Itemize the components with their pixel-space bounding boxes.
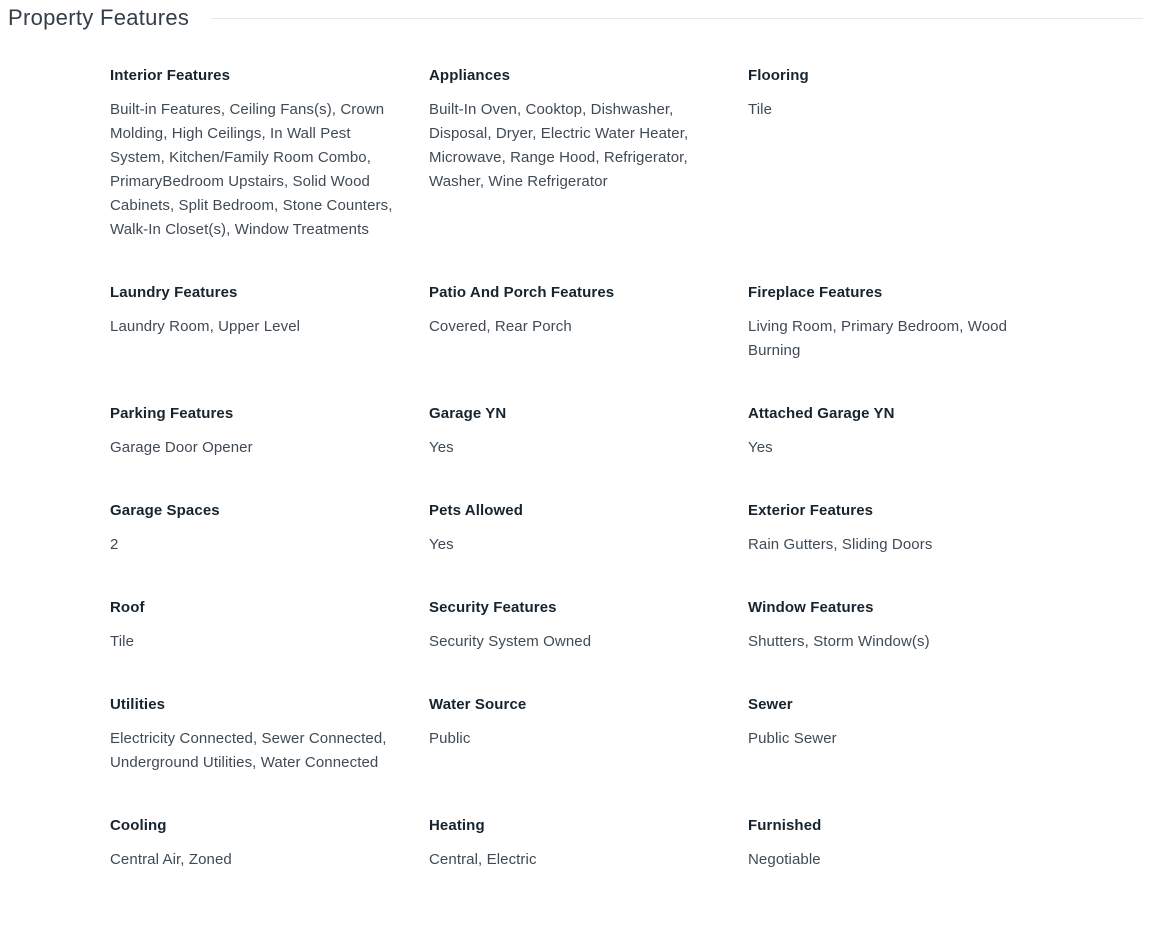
feature-value: Public Sewer bbox=[748, 730, 837, 747]
feature-label: Window Features bbox=[748, 599, 874, 616]
feature-label: Appliances bbox=[429, 67, 511, 84]
feature-item bbox=[429, 405, 722, 460]
feature-label: Security Features bbox=[429, 599, 557, 616]
page-title: Property Features bbox=[8, 5, 190, 30]
feature-item bbox=[429, 599, 722, 654]
feature-item bbox=[110, 405, 403, 460]
feature-value: Security System Owned bbox=[429, 633, 592, 650]
feature-label: Water Source bbox=[429, 696, 527, 713]
feature-item bbox=[429, 284, 722, 363]
feature-value: Tile bbox=[748, 101, 773, 118]
feature-value: Electricity Connected, Sewer Connected, Underground Utilities, Water Connected bbox=[110, 730, 387, 771]
feature-label: Pets Allowed bbox=[429, 502, 523, 519]
feature-label: Laundry Features bbox=[110, 284, 238, 301]
feature-value: Yes bbox=[429, 536, 454, 553]
feature-label: Attached Garage YN bbox=[748, 405, 895, 422]
header-divider bbox=[211, 18, 1143, 19]
feature-label: Exterior Features bbox=[748, 502, 874, 519]
feature-item bbox=[748, 405, 1041, 460]
feature-value: Yes bbox=[748, 439, 773, 456]
feature-label: Heating bbox=[429, 817, 485, 834]
feature-label: Utilities bbox=[110, 696, 166, 713]
feature-value: Covered, Rear Porch bbox=[429, 318, 572, 335]
feature-value: Negotiable bbox=[748, 851, 821, 868]
feature-label: Furnished bbox=[748, 817, 822, 834]
feature-label: Roof bbox=[110, 599, 145, 616]
feature-value: 2 bbox=[110, 536, 119, 553]
feature-value: Garage Door Opener bbox=[110, 439, 253, 456]
feature-item bbox=[748, 817, 1041, 872]
feature-value: Tile bbox=[110, 633, 135, 650]
feature-value: Central Air, Zoned bbox=[110, 851, 232, 868]
feature-label: Garage Spaces bbox=[110, 502, 220, 519]
feature-value: Built-in Features, Ceiling Fans(s), Crown Molding, High Ceilings, In Wall Pest System, Kitchen/Family Room Combo, PrimaryBedroom Upstairs, Solid Wood Cabinets, Split Bedroom, Stone Counters, Walk-In Closet(s), Window Treatments bbox=[110, 101, 393, 238]
feature-item bbox=[429, 67, 722, 242]
feature-item bbox=[429, 696, 722, 775]
feature-item bbox=[110, 817, 403, 872]
feature-item bbox=[748, 284, 1041, 363]
feature-label: Garage YN bbox=[429, 405, 507, 422]
feature-value: Shutters, Storm Window(s) bbox=[748, 633, 930, 650]
feature-value: Laundry Room, Upper Level bbox=[110, 318, 301, 335]
feature-item bbox=[110, 67, 403, 242]
feature-item bbox=[748, 67, 1041, 242]
feature-item bbox=[110, 284, 403, 363]
feature-value: Public bbox=[429, 730, 471, 747]
feature-item bbox=[110, 599, 403, 654]
feature-item bbox=[429, 502, 722, 557]
feature-item bbox=[110, 502, 403, 557]
feature-label: Fireplace Features bbox=[748, 284, 883, 301]
feature-item bbox=[110, 696, 403, 775]
features-grid bbox=[110, 67, 1041, 872]
feature-item bbox=[748, 502, 1041, 557]
feature-label: Interior Features bbox=[110, 67, 231, 84]
feature-value: Built-In Oven, Cooktop, Dishwasher, Disposal, Dryer, Electric Water Heater, Microwave, Range Hood, Refrigerator, Washer, Wine Refrigerator bbox=[429, 101, 689, 190]
section-header bbox=[0, 0, 1149, 31]
feature-value: Living Room, Primary Bedroom, Wood Burning bbox=[748, 318, 1008, 359]
feature-item bbox=[429, 817, 722, 872]
feature-label: Parking Features bbox=[110, 405, 234, 422]
feature-item bbox=[748, 696, 1041, 775]
feature-label: Cooling bbox=[110, 817, 167, 834]
feature-value: Central, Electric bbox=[429, 851, 537, 868]
feature-value: Rain Gutters, Sliding Doors bbox=[748, 536, 933, 553]
feature-item bbox=[748, 599, 1041, 654]
feature-label: Flooring bbox=[748, 67, 809, 84]
feature-label: Patio And Porch Features bbox=[429, 284, 615, 301]
feature-label: Sewer bbox=[748, 696, 793, 713]
feature-value: Yes bbox=[429, 439, 454, 456]
